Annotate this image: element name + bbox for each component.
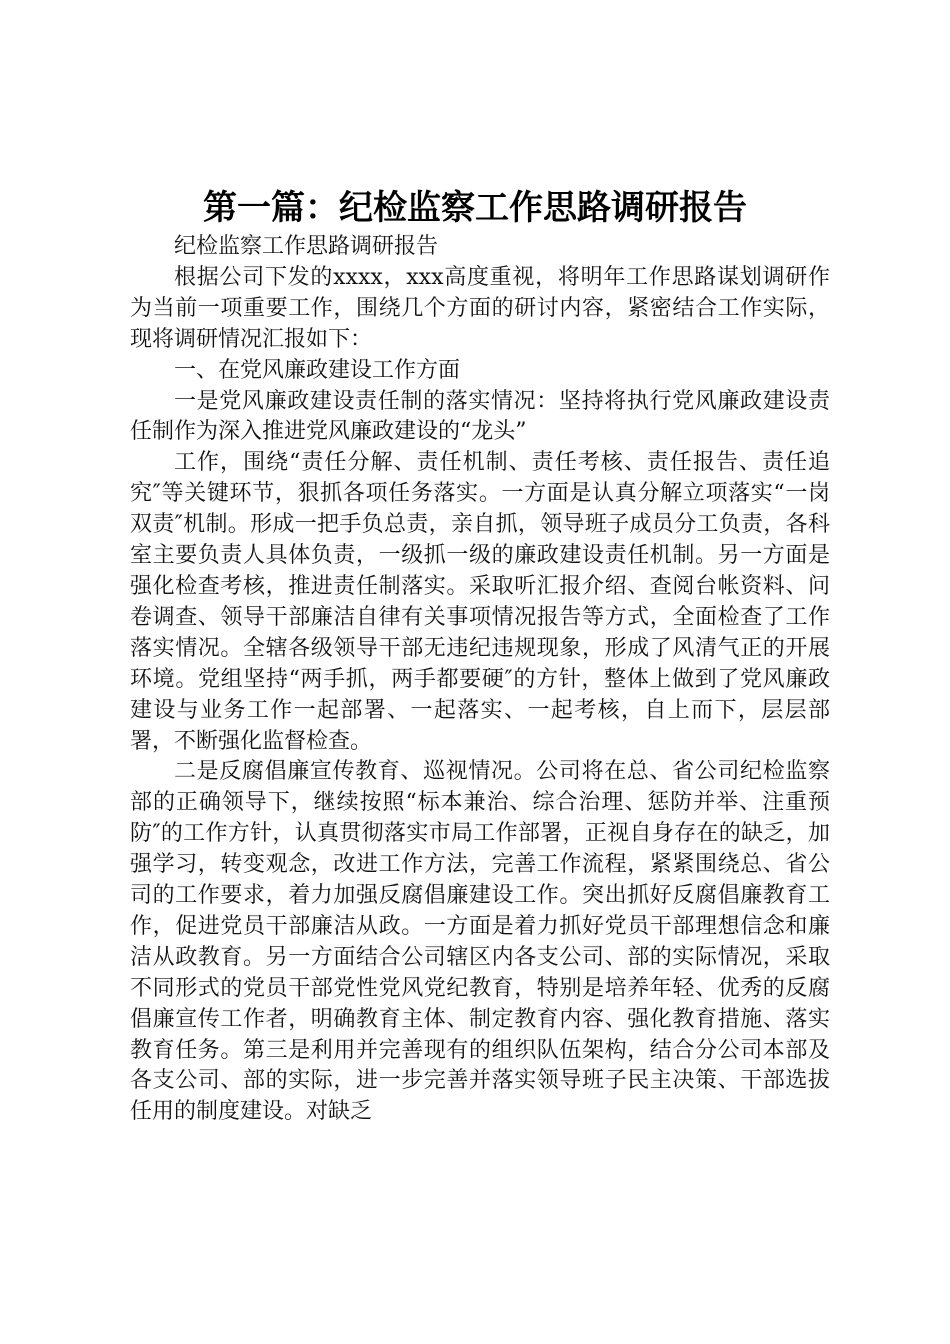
document-title: 第一篇：纪检监察工作思路调研报告 — [203, 188, 747, 228]
paragraph-point-two: 二是反腐倡廉宣传教育、巡视情况。公司将在总、省公司纪检监察部的正确领导下，继续按照“标本兼治、综合治理、惩防并举、注重预防″的工作方针，认真贯彻落实市局工作部署，正视自身存在的缺乏，加强学习，转变观念，改进工作方法，完善工作流程，紧紧围绕总、省公司的工作要求，着力加强反腐倡廉建设工作。突出抓好反腐倡廉教育工作，促进党员干部廉洁从政。一方面是着力抓好党员干部理想信念和廉洁从政教育。另一方面结合公司辖区内各支公司、部的实际情况，采取不同形式的党员干部党性党风党纪教育，特别是培养年轻、优秀的反腐倡廉宣传工作者，明确教育主体、制定教育内容、强化教育措施、落实教育任务。第三是利用并完善现有的组织队伍架构，结合分公司本部及各支公司、部的实际，进一步完善并落实领导班子民主决策、干部选拔任用的制度建设。对缺乏 — [130, 759, 830, 1125]
document-body — [130, 232, 830, 1128]
paragraph-subtitle: 纪检监察工作思路调研报告 — [174, 234, 439, 259]
section-heading: 一、在党风廉政建设工作方面 — [174, 357, 461, 383]
paragraph-responsibility: 工作，围绕“责任分解、责任机制、责任考核、责任报告、责任追究″等关键环节，狠抓各项任务落实。一方面是认真分解立项落实“一岗双责″机制。形成一把手负总责，亲自抓，领导班子成员分工负责，各科室主要负责人具体负责，一级抓一级的廉政建设责任机制。另一方面是强化检查考核，推进责任制落实。采取听汇报介绍、查阅台帐资料、问卷调查、领导干部廉洁自律有关事项情况报告等方式，全面检查了工作落实情况。全辖各级领导干部无违纪违规现象，形成了风清气正的开展环境。党组坚持“两手抓，两手都要硬″的方针，整体上做到了党风廉政建设与业务工作一起部署、一起落实、一起考核，自上而下，层层部署，不断强化监督检查。 — [130, 450, 830, 754]
paragraph-intro: 根据公司下发的xxxx，xxx高度重视，将明年工作思路谋划调研作为当前一项重要工作，围绕几个方面的研讨内容，紧密结合工作实际，现将调研情况汇报如下： — [130, 264, 830, 352]
paragraph-point-one: 一是党风廉政建设责任制的落实情况：坚持将执行党风廉政建设责任制作为深入推进党风廉政建设的“龙头” — [130, 388, 830, 445]
